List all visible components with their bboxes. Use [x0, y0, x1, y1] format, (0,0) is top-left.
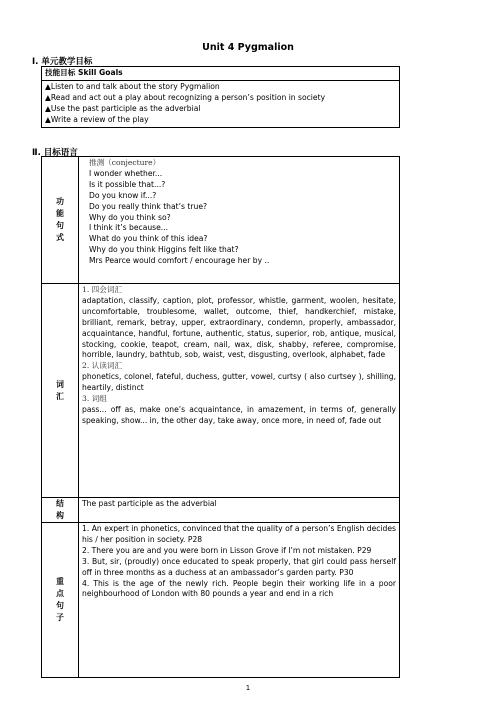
label-vocabulary: 词 汇	[42, 284, 79, 498]
key-sentence: 1. An expert in phonetics, convinced that the quality of a person’s English decides his / her position in society. P28	[82, 524, 396, 544]
functional-sentences-content	[79, 157, 400, 284]
func-line: Mrs Pearce would comfort / encourage her by ..	[89, 256, 270, 266]
key-sentences-content	[79, 523, 400, 678]
row-functional-sentences	[42, 157, 400, 284]
func-line: I wonder whether...	[89, 168, 163, 178]
structure-content: The past participle as the adverbial	[79, 498, 400, 523]
key-sentence: 2. There you are and you were born in Lisson Grove if I’m not mistaken. P29	[82, 545, 372, 555]
vocab-heading-passive: 2. 认读词汇	[82, 361, 123, 371]
row-vocabulary	[42, 284, 400, 498]
goal-item: ▲Use the past participle as the adverbial	[45, 103, 201, 113]
label-key-sentences: 重 点 句 子	[42, 523, 79, 678]
label-structure: 结 构	[42, 498, 79, 523]
vocabulary-content	[79, 284, 400, 498]
func-line: Do you know if...?	[89, 190, 157, 200]
page-title: Unit 4 Pygmalion	[202, 42, 294, 53]
page-number: 1	[245, 684, 251, 692]
conjecture-heading: 推测（conjecture）	[89, 158, 161, 167]
row-key-sentences	[42, 523, 400, 678]
func-line: I think it’s because...	[89, 223, 169, 233]
func-line: Is it possible that...?	[89, 179, 166, 189]
vocab-phrases: pass... off as, make one’s acquaintance, in amazement, in terms of, generally speaking, show... in, the other day, take away, once more, in need of, fade out	[82, 404, 396, 425]
vocab-heading-phrases: 3. 词组	[82, 394, 107, 404]
key-sentence: 3. But, sir, (proudly) once educated to speak properly, that girl could pass herself off in three months as a duchess at an ambassador’s garden party. P30	[82, 556, 396, 577]
func-line: What do you think of this idea?	[89, 234, 208, 244]
goal-item: ▲Read and act out a play about recognizing a person’s position in society	[45, 92, 326, 102]
target-language-table	[41, 156, 400, 678]
func-line: Why do you think so?	[89, 212, 171, 222]
skill-goals-header: 技能目标 Skill Goals	[42, 67, 400, 81]
vocab-heading-active: 1. 四会词汇	[82, 285, 123, 294]
section-heading-target-language: Ⅱ. 目标语言	[32, 148, 78, 158]
label-functional-sentences: 功 能 句 式	[42, 157, 79, 284]
section-heading-goals: Ⅰ. 单元教学目标	[32, 57, 93, 67]
func-line: Do you really think that’s true?	[89, 201, 208, 211]
goal-item: ▲Write a review of the play	[45, 114, 149, 124]
skill-goals-table	[41, 66, 400, 128]
key-sentence: 4. This is the age of the newly rich. People begin their working life in a poor neighbourhood of London with 80 pounds a year and end in a rich	[82, 578, 396, 599]
row-structure	[42, 498, 400, 523]
goal-item: ▲Listen to and talk about the story Pygmalion	[45, 81, 220, 91]
func-line: Why do you think Higgins felt like that?	[89, 245, 239, 255]
vocab-active-words: adaptation, classify, caption, plot, professor, whistle, garment, woolen, hesitate, uncomfortable, troublesome, wallet, outcome, thief, handkerchief, mistake, brilliant, remark, betray, upper, extraordinary, condemn, properly, ambassador, acquaintance, handful, fortune, authentic, status, superior, rob, antique, musical, stocking, cookie, teapot, cream, nail, wax, disk, shabby, referee, compromise, horrible, laundry, bathtub, sob, waist, vest, disgusting, overlook, alphabet, fade	[82, 295, 396, 360]
skill-goals-list	[42, 80, 400, 127]
vocab-passive-words: phonetics, colonel, fateful, duchess, gutter, vowel, curtsy ( also curtsey ), shilling, heartily, distinct	[82, 372, 396, 393]
